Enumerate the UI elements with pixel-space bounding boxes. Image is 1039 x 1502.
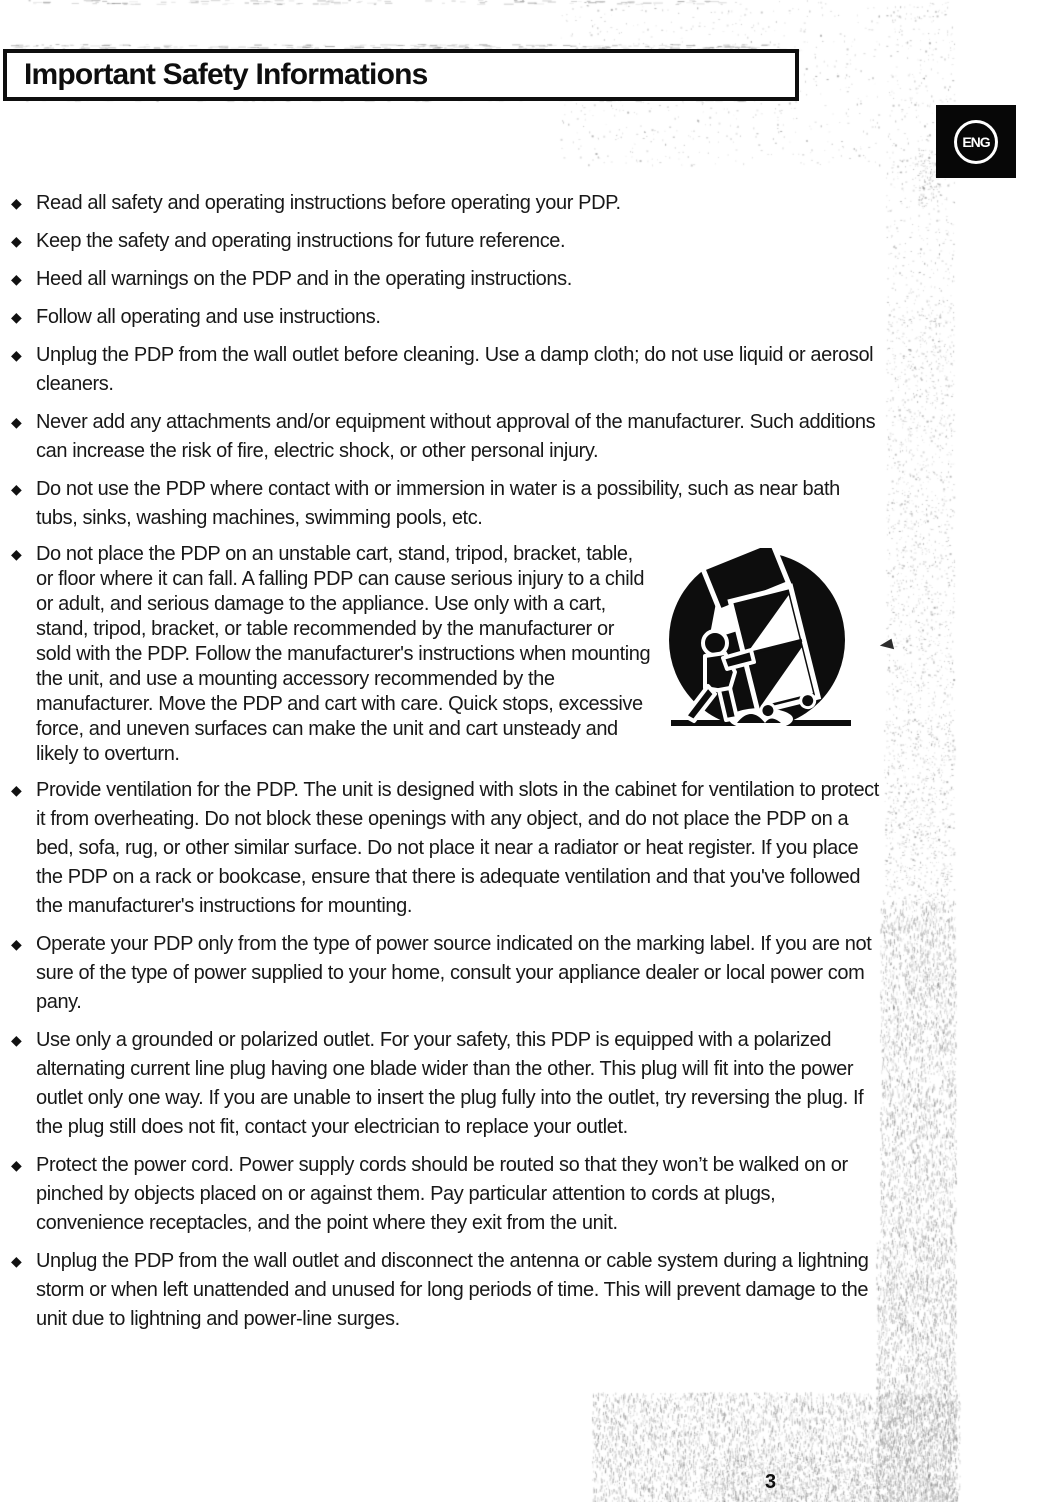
diamond-bullet-icon: ◆ (11, 782, 22, 798)
safety-instruction-item (11, 542, 883, 767)
diamond-bullet-icon: ◆ (11, 936, 22, 952)
safety-instructions-list (11, 189, 883, 1343)
safety-instruction-text: Provide ventilation for the PDP. The unit is designed with slots in the cabinet for ventilation to protect it from overheating. Do not block these openings with any object, and do not place the PDP on a bed, sofa, rug, or other similar surface. Do not place it near a radiator or heat register. If you place the PDP on a rack or bookcase, ensure that there is adequate ventilation and that you've followed the manufacturer's instructions for mounting. (36, 779, 879, 917)
diamond-bullet-icon: ◆ (11, 481, 22, 497)
safety-instruction-text: Use only a grounded or polarized outlet. For your safety, this PDP is equipped with a polarized alternating current line plug having one blade wider than the other. This plug will fit into the power outlet only one way. If you are unable to insert the plug fully into the outlet, try reversing the plug. If the plug still does not fit, contact your electrician to replace your outlet. (36, 1029, 864, 1138)
diamond-bullet-icon: ◆ (11, 347, 22, 363)
diamond-bullet-icon: ◆ (11, 546, 22, 562)
language-badge-ring (954, 120, 998, 164)
safety-instruction-text: Heed all warnings on the PDP and in the operating instructions. (36, 268, 572, 290)
safety-instruction-item (11, 189, 883, 218)
safety-instruction-text: Operate your PDP only from the type of power source indicated on the marking label. If you are not sure of the type of power supplied to your home, consult your appliance dealer or local power com pany. (36, 933, 872, 1013)
safety-instruction-item (11, 265, 883, 294)
safety-instruction-item (11, 408, 883, 466)
safety-instruction-item (11, 776, 883, 921)
diamond-bullet-icon: ◆ (11, 309, 22, 325)
safety-instruction-item (11, 303, 883, 332)
safety-instruction-text: Protect the power cord. Power supply cords should be routed so that they won’t be walked on or pinched by objects placed on or against them. Pay particular attention to cords at plugs, convenience receptacles, and the point where they exit from the unit. (36, 1154, 848, 1234)
falling-cart-warning-icon (663, 548, 859, 738)
safety-instruction-item (11, 475, 883, 533)
diamond-bullet-icon: ◆ (11, 233, 22, 249)
safety-instruction-item (11, 227, 883, 256)
safety-instruction-text: Keep the safety and operating instructions for future reference. (36, 230, 566, 252)
page-title: Important Safety Informations (24, 58, 428, 91)
safety-instruction-text: Unplug the PDP from the wall outlet before cleaning. Use a damp cloth; do not use liquid or aerosol cleaners. (36, 344, 874, 395)
language-badge (936, 105, 1016, 178)
diamond-bullet-icon: ◆ (11, 271, 22, 287)
safety-instruction-text: Do not use the PDP where contact with or immersion in water is a possibility, such as near bath tubs, sinks, washing machines, swimming pools, etc. (36, 478, 840, 529)
diamond-bullet-icon: ◆ (11, 1157, 22, 1173)
safety-instruction-item (11, 1026, 883, 1142)
safety-instruction-item (11, 341, 883, 399)
safety-instruction-item (11, 1151, 883, 1238)
diamond-bullet-icon: ◆ (11, 1253, 22, 1269)
diamond-bullet-icon: ◆ (11, 195, 22, 211)
safety-instruction-item (11, 1247, 883, 1334)
safety-instruction-text: Follow all operating and use instructions. (36, 306, 381, 328)
page-number: 3 (765, 1471, 777, 1493)
diamond-bullet-icon: ◆ (11, 1032, 22, 1048)
language-badge-label: ENG (962, 133, 990, 150)
page-title-box (3, 49, 799, 101)
safety-instruction-text: Read all safety and operating instructions before operating your PDP. (36, 192, 621, 214)
safety-instruction-text: Unplug the PDP from the wall outlet and disconnect the antenna or cable system during a lightning storm or when left unattended and unused for long periods of time. This will prevent damage to the unit due to lightning and power-line surges. (36, 1250, 869, 1330)
diamond-bullet-icon: ◆ (11, 414, 22, 430)
safety-instruction-text: Do not place the PDP on an unstable cart, stand, tripod, bracket, table, or floor where it can fall. A falling PDP can cause serious injury to a child or adult, and serious damage to the appliance. Use only with a cart, stand, tripod, bracket, or table recommended by the manufacturer or sold with the PDP. Follow the manufacturer's instructions when mounting the unit, and use a mounting accessory recommended by the manufacturer. Move the PDP and cart with care. Quick stops, excessive force, and uneven surfaces can make the unit and cart unsteady and likely to overturn. (36, 543, 651, 765)
safety-instruction-text: Never add any attachments and/or equipment without approval of the manufacturer. Such additions can increase the risk of fire, electric shock, or other personal injury. (36, 411, 876, 462)
safety-instruction-item (11, 930, 883, 1017)
